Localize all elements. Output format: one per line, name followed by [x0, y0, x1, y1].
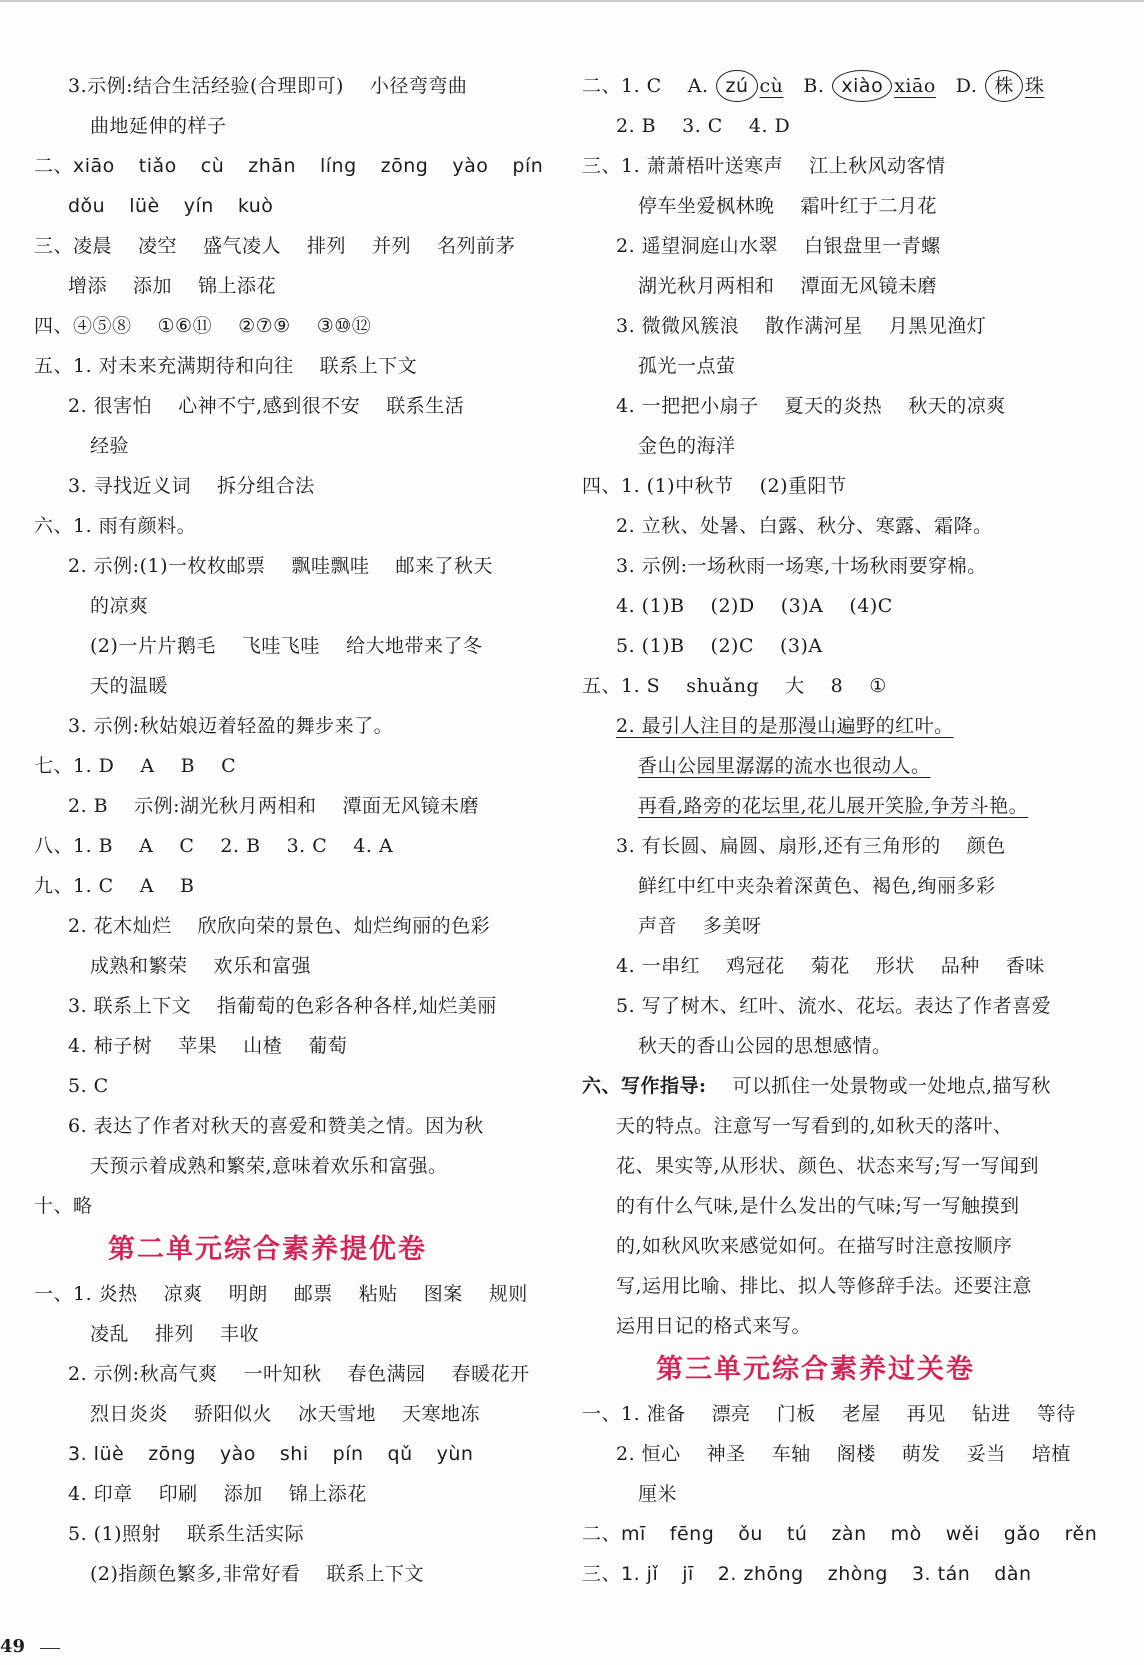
answer-text: 3. lüè: [68, 1443, 125, 1465]
answer-line: [582, 866, 1112, 906]
answer-text: 曲地延伸的样子: [90, 115, 227, 137]
answer-line: [582, 906, 1112, 946]
answer-text: 飘哇飘哇: [291, 555, 370, 577]
answer-text: 江上秋风动客情: [809, 155, 946, 177]
answer-text: shuǎng: [686, 675, 760, 697]
answer-line: [34, 1274, 544, 1314]
answer-line: [34, 1514, 544, 1554]
answer-text: 2. 示例:秋高气爽: [68, 1363, 218, 1385]
answer-text: B: [179, 875, 195, 897]
right-column: [582, 66, 1112, 1594]
answer-text: shi: [279, 1443, 309, 1465]
answer-text: ②⑦⑨: [238, 315, 291, 337]
answer-text: 飞哇飞哇: [241, 635, 320, 657]
section-heading-text: 第三单元综合素养过关卷: [656, 1354, 975, 1385]
answer-text: 一叶知秋: [243, 1363, 322, 1385]
answer-line: [34, 1314, 544, 1354]
answer-line: [34, 346, 544, 386]
answer-text: 烈日炎炎: [90, 1403, 169, 1425]
answer-line: [34, 1474, 544, 1514]
answer-text: 5. 写了树木、红叶、流水、花坛。表达了作者喜爱: [616, 995, 1052, 1017]
answer-text: 山楂: [243, 1035, 283, 1057]
answer-text: 六、1. 雨有颜料。: [34, 515, 197, 537]
answer-text: 秋天的香山公园的思想感情。: [638, 1035, 892, 1057]
answer-text: tú: [786, 1523, 808, 1545]
answer-text: 欣欣向荣的景色、灿烂绚丽的色彩: [197, 915, 491, 937]
answer-line: [34, 546, 544, 586]
answer-text: rěn: [1064, 1523, 1098, 1545]
answer-text: 5. (1)B: [616, 635, 685, 657]
answer-line: [582, 1474, 1112, 1514]
answer-line: [582, 706, 1112, 746]
answer-text: C: [221, 755, 237, 777]
answer-text: 停车坐爱枫林晚: [638, 195, 775, 217]
answer-text: 排列: [307, 235, 347, 257]
answer-text: 并列: [372, 235, 412, 257]
answer-text: 3. 寻找近义词: [68, 475, 192, 497]
answer-text: 鸡冠花: [726, 955, 785, 977]
answer-line: [582, 66, 1112, 106]
answer-text: 春暖花开: [451, 1363, 530, 1385]
answer-text: 成熟和繁荣: [90, 955, 188, 977]
answer-text: 3. 示例:秋姑娘迈着轻盈的舞步来了。: [68, 715, 394, 737]
answer-text: 3.示例:结合生活经验(合理即可): [68, 75, 344, 97]
answer-text: A.: [687, 75, 709, 97]
answer-text: 四、1. (1)中秋节: [582, 475, 734, 497]
answer-text: 4. 一串红: [616, 955, 701, 977]
answer-line: [34, 146, 544, 186]
circled-answer: zú: [716, 70, 757, 102]
answer-text: mò: [890, 1523, 922, 1545]
answer-line: [582, 986, 1112, 1026]
answer-text: 小径弯弯曲: [369, 75, 468, 97]
answer-line: [34, 1354, 544, 1394]
answer-text: 三、1. 萧萧梧叶送寒声: [582, 155, 784, 177]
answer-text: dǒu: [68, 195, 106, 217]
answer-text: 门板: [776, 1403, 816, 1425]
answer-line: [582, 1106, 1112, 1146]
answer-line: [582, 346, 1112, 386]
answer-text: (2)一片片鹅毛: [90, 635, 216, 657]
answer-text: (2)C: [710, 635, 754, 657]
answer-text: (3)A: [780, 595, 824, 617]
answer-text: 粘贴: [358, 1283, 398, 1305]
answer-text: A: [139, 835, 154, 857]
answer-text: 锦上添花: [288, 1483, 367, 1505]
section-heading: [582, 1346, 1112, 1394]
answer-text: 的,如秋风吹来感觉如何。在描写时注意按顺序: [616, 1235, 1013, 1257]
answer-text: 等待: [1036, 1403, 1076, 1425]
answer-text: 多美呀: [703, 915, 762, 937]
answer-text: 名列前茅: [437, 235, 516, 257]
answer-text: 二、mī: [582, 1523, 646, 1545]
answer-text: 邮票: [293, 1283, 333, 1305]
answer-text: 4. A: [353, 835, 394, 857]
answer-text: 5. C: [68, 1075, 109, 1097]
answer-line: [34, 946, 544, 986]
answer-line: [582, 746, 1112, 786]
answer-line: [582, 826, 1112, 866]
answer-text: 联系上下文: [326, 1563, 424, 1585]
answer-text: 印刷: [158, 1483, 198, 1505]
answer-text: 3. C: [682, 115, 723, 137]
answer-line: [34, 786, 544, 826]
answer-line: [34, 1394, 544, 1434]
answer-text: 春色满园: [347, 1363, 426, 1385]
answer-text: 三、凌晨: [34, 235, 113, 257]
answer-text: ǒu: [738, 1523, 763, 1545]
answer-text: 天寒地冻: [402, 1403, 481, 1425]
answer-text: 二、xiāo: [34, 155, 115, 177]
answer-text: 指葡萄的色彩各种各样,灿烂美丽: [217, 995, 497, 1017]
answer-line: [582, 1186, 1112, 1226]
answer-line: [582, 506, 1112, 546]
answer-line: [582, 466, 1112, 506]
answer-text: 钻进: [971, 1403, 1011, 1425]
answer-text: 4. 一把把小扇子: [616, 395, 759, 417]
section-heading: [34, 1226, 544, 1274]
answer-text: 形状: [875, 955, 915, 977]
answer-text: 阁楼: [836, 1443, 876, 1465]
answer-text: 排列: [155, 1323, 195, 1345]
answer-text: 湖光秋月两相和: [638, 275, 775, 297]
answer-text: (2)指颜色繁多,非常好看: [90, 1563, 301, 1585]
answer-line: [582, 306, 1112, 346]
answer-line: [582, 1306, 1112, 1346]
answer-text: 给大地带来了冬: [345, 635, 483, 657]
answer-text: 凉爽: [163, 1283, 203, 1305]
answer-line: [34, 466, 544, 506]
answer-text: 秋天的凉爽: [908, 395, 1006, 417]
answer-line: [34, 106, 544, 146]
answer-text: 的凉爽: [90, 595, 149, 617]
answer-line: [582, 946, 1112, 986]
answer-text: (3)A: [780, 635, 823, 657]
answer-text: 凌空: [138, 235, 178, 257]
answer-text: 月黑见渔灯: [888, 315, 987, 337]
answer-line: [34, 626, 544, 666]
answer-line: [582, 1554, 1112, 1594]
answer-text: 3. C: [286, 835, 328, 857]
answer-text: zōng: [380, 155, 429, 177]
answer-line: [582, 546, 1112, 586]
answer-line: [34, 826, 544, 866]
answer-text: ③⑩⑫: [316, 315, 372, 337]
answer-text: 妥当: [966, 1443, 1006, 1465]
answer-line: [582, 106, 1112, 146]
answer-text: 2. 立秋、处暑、白露、秋分、寒露、霜降。: [616, 515, 993, 537]
answer-line: [34, 1554, 544, 1594]
answer-line: [34, 1026, 544, 1066]
answer-text: 3. tán: [911, 1563, 971, 1585]
answer-text: 培植: [1031, 1443, 1071, 1465]
answer-text: 四、④⑤⑧: [34, 315, 132, 337]
answer-text: 4. 柿子树: [68, 1035, 153, 1057]
answer-line: [34, 266, 544, 306]
answer-line: [34, 986, 544, 1026]
answer-text: yùn: [436, 1443, 474, 1465]
answer-text: B: [180, 755, 196, 777]
answer-text: jī: [682, 1563, 694, 1585]
answer-text: 厘米: [638, 1483, 678, 1505]
answer-text: 2. 花木灿烂: [68, 915, 172, 937]
answer-text: 珠: [1024, 75, 1045, 97]
answer-line: [582, 386, 1112, 426]
answer-line: [34, 906, 544, 946]
answer-line: [34, 666, 544, 706]
left-column: [34, 66, 544, 1594]
page-number-dash: [40, 1648, 60, 1649]
answer-text: 增添: [68, 275, 108, 297]
answer-text: zōng: [148, 1443, 196, 1465]
answer-text: D.: [955, 75, 978, 97]
answer-text: 声音: [638, 915, 678, 937]
answer-text: (4)C: [849, 595, 893, 617]
answer-text: 添加: [133, 275, 173, 297]
answer-text: 3. 有长圆、扁圆、扇形,还有三角形的: [616, 835, 941, 857]
answer-text: 散作满河星: [765, 315, 863, 337]
answer-text: 六、写作指导:: [582, 1075, 707, 1097]
answer-text: 夏天的炎热: [784, 395, 883, 417]
answer-text: 欢乐和富强: [213, 955, 312, 977]
answer-text: 九、1. C: [34, 875, 114, 897]
answer-text: 老屋: [841, 1403, 881, 1425]
answer-text: 葡萄: [308, 1035, 348, 1057]
answer-text: 2. 最引人注目的是那漫山遍野的红叶。: [616, 715, 954, 737]
answer-line: [34, 1066, 544, 1106]
answer-text: 示例:湖光秋月两相和: [134, 795, 317, 817]
answer-line: [582, 666, 1112, 706]
answer-text: yào: [452, 155, 489, 177]
answer-text: 一、1. 炎热: [34, 1283, 138, 1305]
answer-text: 苹果: [178, 1035, 218, 1057]
answer-text: wěi: [945, 1523, 980, 1545]
answer-text: dàn: [994, 1563, 1032, 1585]
answer-text: kuò: [237, 195, 274, 217]
answer-line: [34, 746, 544, 786]
answer-line: [582, 1394, 1112, 1434]
answer-text: 4. 印章: [68, 1483, 133, 1505]
circled-answer: 株: [985, 70, 1023, 102]
answer-line: [582, 586, 1112, 626]
answer-text: 明朗: [228, 1283, 268, 1305]
answer-text: (2)重阳节: [759, 475, 847, 497]
answer-line: [582, 1266, 1112, 1306]
answer-text: gǎo: [1003, 1523, 1041, 1545]
answer-text: C: [179, 835, 195, 857]
answer-line: [34, 586, 544, 626]
answer-text: pín: [512, 155, 544, 177]
answer-text: 五、1. S: [582, 675, 661, 697]
answer-text: 再见: [906, 1403, 946, 1425]
answer-text: 2. B: [220, 835, 261, 857]
answer-text: 的有什么气味,是什么发出的气味;写一写触摸到: [616, 1195, 1020, 1217]
answer-line: [34, 1146, 544, 1186]
section-heading-text: 第二单元综合素养提优卷: [108, 1234, 427, 1265]
answer-text: cù: [200, 155, 225, 177]
answer-text: 颜色: [966, 835, 1006, 857]
answer-text: lüè: [129, 195, 160, 217]
answer-text: 运用日记的格式来写。: [616, 1315, 812, 1337]
answer-line: [34, 1434, 544, 1474]
answer-text: 3. 联系上下文: [68, 995, 192, 1017]
answer-line: [582, 1514, 1112, 1554]
answer-text: 再看,路旁的花坛里,花儿展开笑脸,争芳斗艳。: [638, 795, 1029, 817]
answer-text: xiāo: [894, 75, 936, 97]
answer-text: 大: [785, 675, 805, 697]
answer-text: tiǎo: [138, 155, 177, 177]
answer-line: [34, 1186, 544, 1226]
answer-text: 骄阳似火: [194, 1403, 273, 1425]
answer-text: 孤光一点萤: [638, 355, 736, 377]
circled-answer: xiào: [832, 70, 892, 102]
answer-text: 鲜红中红中夹杂着深黄色、褐色,绚丽多彩: [638, 875, 996, 897]
answer-text: 2. 遥望洞庭山水翠: [616, 235, 779, 257]
answer-text: 二、1. C: [582, 75, 662, 97]
answer-text: 冰天雪地: [298, 1403, 377, 1425]
answer-text: A: [139, 875, 154, 897]
answer-text: ①: [869, 675, 887, 697]
answer-line: [582, 1434, 1112, 1474]
answer-text: 神圣: [706, 1443, 746, 1465]
answer-text: zhòng: [827, 1563, 888, 1585]
answer-text: 2. zhōng: [717, 1563, 804, 1585]
answer-text: 5. (1)照射: [68, 1523, 162, 1545]
answer-text: 霜叶红于二月花: [800, 195, 938, 217]
answer-line: [34, 506, 544, 546]
answer-line: [582, 1146, 1112, 1186]
answer-text: 萌发: [901, 1443, 941, 1465]
answer-text: 经验: [90, 435, 130, 457]
answer-text: B.: [803, 75, 825, 97]
answer-text: fēng: [669, 1523, 715, 1545]
answer-text: cù: [759, 75, 784, 97]
answer-text: 车轴: [771, 1443, 811, 1465]
answer-text: 丰收: [220, 1323, 260, 1345]
answer-text: 潭面无风镜未磨: [342, 795, 480, 817]
answer-text: 金色的海洋: [638, 435, 736, 457]
answer-text: yào: [219, 1443, 256, 1465]
answer-text: 白银盘里一青螺: [804, 235, 941, 257]
answer-text: 漂亮: [711, 1403, 751, 1425]
answer-line: [34, 186, 544, 226]
answer-text: 规则: [488, 1283, 528, 1305]
answer-text: líng: [320, 155, 357, 177]
answer-text: (2)D: [710, 595, 755, 617]
answer-line: [582, 626, 1112, 666]
answer-text: 盛气凌人: [203, 235, 282, 257]
answer-text: 3. 微微风簇浪: [616, 315, 740, 337]
answer-text: zàn: [831, 1523, 867, 1545]
answer-text: 4. (1)B: [616, 595, 685, 617]
answer-text: 图案: [423, 1283, 463, 1305]
answer-line: [34, 866, 544, 906]
answer-text: 可以抓住一处景物或一处地点,描写秋: [732, 1075, 1052, 1097]
answer-line: [582, 186, 1112, 226]
answer-text: ①⑥⑪: [157, 315, 213, 337]
answer-text: 2. 很害怕: [68, 395, 153, 417]
answer-text: 6. 表达了作者对秋天的喜爱和赞美之情。因为秋: [68, 1115, 484, 1137]
answer-text: 2. B: [68, 795, 109, 817]
answer-text: 天的温暖: [90, 675, 169, 697]
answer-line: [34, 1106, 544, 1146]
answer-text: 七、1. D: [34, 755, 115, 777]
answer-line: [582, 266, 1112, 306]
answer-text: 拆分组合法: [217, 475, 315, 497]
answer-text: 花、果实等,从形状、颜色、状态来写;写一写闻到: [616, 1155, 1039, 1177]
answer-text: 潭面无风镜未磨: [800, 275, 938, 297]
top-edge-line: [0, 0, 1144, 2]
answer-text: 凌乱: [90, 1323, 130, 1345]
answer-line: [34, 426, 544, 466]
answer-text: yín: [183, 195, 214, 217]
answer-text: 添加: [223, 1483, 263, 1505]
answer-text: 3. 示例:一场秋雨一场寒,十场秋雨要穿棉。: [616, 555, 987, 577]
answer-text: zhān: [248, 155, 296, 177]
answer-text: 2. 示例:(1)一枚枚邮票: [68, 555, 266, 577]
answer-text: 联系上下文: [319, 355, 418, 377]
answer-text: 品种: [940, 955, 980, 977]
answer-line: [582, 1026, 1112, 1066]
answer-text: 香山公园里潺潺的流水也很动人。: [638, 755, 931, 777]
answer-text: 八、1. B: [34, 835, 114, 857]
page-number: 49: [0, 1636, 26, 1657]
answer-line: [34, 226, 544, 266]
answer-line: [582, 1226, 1112, 1266]
answer-text: 联系生活实际: [187, 1523, 305, 1545]
answer-line: [582, 226, 1112, 266]
answer-text: 写,运用比喻、排比、拟人等修辞手法。还要注意: [616, 1275, 1033, 1297]
answer-text: 锦上添花: [198, 275, 277, 297]
answer-text: 香味: [1005, 955, 1045, 977]
answer-line: [582, 426, 1112, 466]
answer-text: 2. B: [616, 115, 657, 137]
answer-line: [34, 706, 544, 746]
answer-text: 天的特点。注意写一写看到的,如秋天的落叶、: [616, 1115, 1013, 1137]
answer-text: 十、略: [34, 1195, 93, 1217]
answer-text: 天预示着成熟和繁荣,意味着欢乐和富强。: [90, 1155, 448, 1177]
answer-line: [582, 1066, 1112, 1106]
answer-text: 三、1. jǐ: [582, 1563, 659, 1585]
answer-text: 五、1. 对未来充满期待和向往: [34, 355, 294, 377]
answer-line: [34, 306, 544, 346]
answer-text: qǔ: [387, 1443, 413, 1465]
answer-text: 8: [830, 675, 844, 697]
answer-text: 联系生活: [386, 395, 465, 417]
answer-text: 2. 恒心: [616, 1443, 681, 1465]
answer-text: A: [140, 755, 155, 777]
answer-line: [582, 786, 1112, 826]
answer-text: 心神不宁,感到很不安: [178, 395, 361, 417]
answer-line: [34, 66, 544, 106]
answer-text: 邮来了秋天: [395, 555, 494, 577]
answer-text: 菊花: [810, 955, 850, 977]
answer-line: [582, 146, 1112, 186]
answer-text: 4. D: [748, 115, 791, 137]
answer-text: 一、1. 准备: [582, 1403, 686, 1425]
answer-line: [34, 386, 544, 426]
answer-text: pín: [332, 1443, 364, 1465]
